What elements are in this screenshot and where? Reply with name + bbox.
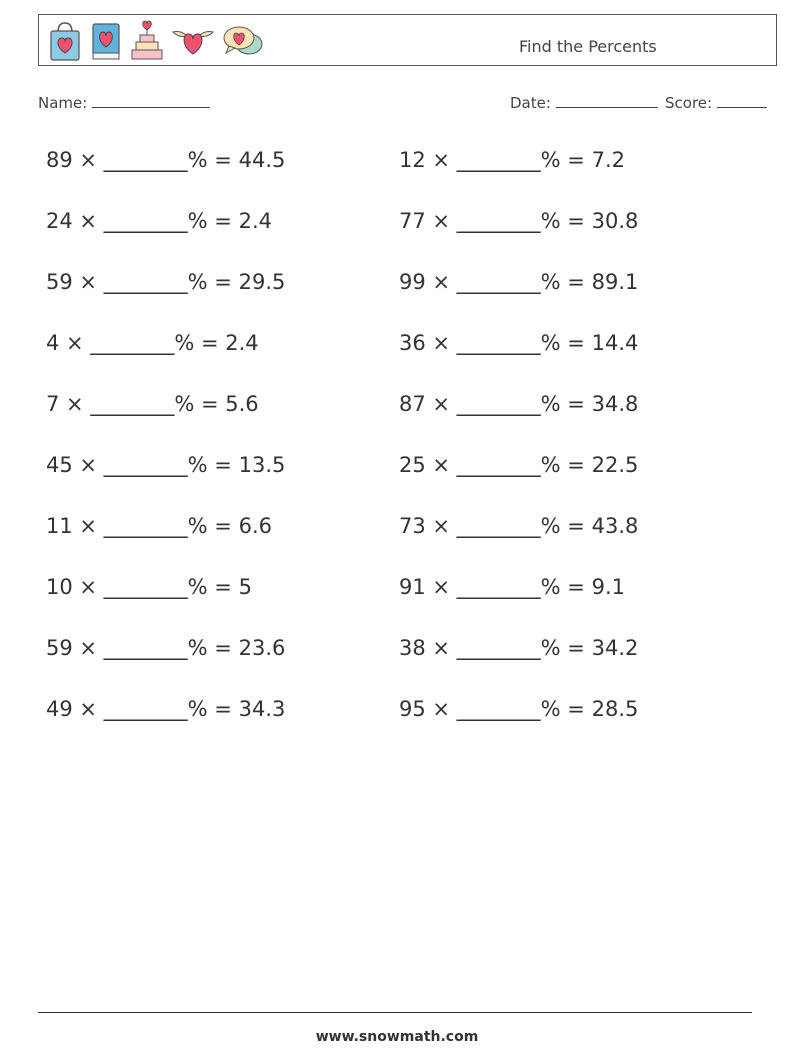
answer-blank[interactable]: × ________% = (425, 209, 592, 233)
problem-number: 49 (46, 697, 73, 721)
problem-result: 44.5 (238, 148, 286, 172)
book-heart-icon (89, 20, 123, 62)
score-blank[interactable] (717, 93, 767, 108)
problem-item (46, 453, 285, 477)
problem-number: 36 (399, 331, 426, 355)
answer-blank[interactable]: × ________% = (425, 331, 592, 355)
problem-item (46, 270, 285, 294)
problem-number: 24 (46, 209, 73, 233)
problem-item (399, 270, 638, 294)
problem-number: 87 (399, 392, 426, 416)
problem-item (399, 514, 638, 538)
problem-item (46, 148, 285, 172)
problem-number: 77 (399, 209, 426, 233)
worksheet-title: Find the Percents (519, 37, 657, 56)
answer-blank[interactable]: × ________% = (425, 697, 592, 721)
speech-bubble-heart-icon (221, 20, 265, 62)
problem-result: 23.6 (238, 636, 286, 660)
problem-number: 59 (46, 636, 73, 660)
problem-number: 4 (46, 331, 60, 355)
answer-blank[interactable]: × ________% = (72, 575, 239, 599)
problem-number: 73 (399, 514, 426, 538)
problem-number: 7 (46, 392, 60, 416)
answer-blank[interactable]: × ________% = (59, 392, 226, 416)
answer-blank[interactable]: × ________% = (425, 270, 592, 294)
name-blank[interactable] (92, 93, 210, 108)
problem-result: 13.5 (238, 453, 286, 477)
problem-result: 29.5 (238, 270, 286, 294)
cake-heart-icon (129, 20, 165, 62)
answer-blank[interactable]: × ________% = (425, 392, 592, 416)
footer-site: www.snowmath.com (315, 1029, 479, 1045)
problem-number: 25 (399, 453, 426, 477)
footer-divider (38, 1012, 752, 1013)
problem-number: 12 (399, 148, 426, 172)
problem-item (46, 514, 272, 538)
problem-number: 10 (46, 575, 73, 599)
problem-item (46, 392, 259, 416)
answer-blank[interactable]: × ________% = (59, 331, 226, 355)
answer-blank[interactable]: × ________% = (72, 209, 239, 233)
problem-item (46, 209, 272, 233)
answer-blank[interactable]: × ________% = (72, 514, 239, 538)
problem-item (399, 697, 638, 721)
answer-blank[interactable]: × ________% = (72, 270, 239, 294)
answer-blank[interactable]: × ________% = (72, 453, 239, 477)
problem-result: 34.8 (591, 392, 639, 416)
problem-number: 91 (399, 575, 426, 599)
answer-blank[interactable]: × ________% = (425, 636, 592, 660)
problem-number: 11 (46, 514, 73, 538)
problem-number: 89 (46, 148, 73, 172)
score-field (665, 93, 767, 112)
problem-result: 5.6 (225, 392, 259, 416)
problem-item (46, 697, 285, 721)
problem-result: 22.5 (591, 453, 639, 477)
problem-item (399, 392, 638, 416)
problem-result: 28.5 (591, 697, 639, 721)
date-blank[interactable] (556, 93, 658, 108)
header-icons (47, 19, 265, 63)
problem-result: 43.8 (591, 514, 639, 538)
name-label: Name: (38, 94, 88, 112)
date-label: Date: (510, 94, 551, 112)
problem-item (399, 148, 625, 172)
problem-result: 6.6 (238, 514, 272, 538)
answer-blank[interactable]: × ________% = (72, 697, 239, 721)
problem-number: 45 (46, 453, 73, 477)
problem-result: 34.2 (591, 636, 639, 660)
score-label: Score: (665, 94, 713, 112)
date-field (510, 93, 658, 112)
problem-item (399, 575, 625, 599)
problem-result: 89.1 (591, 270, 639, 294)
problem-result: 5 (238, 575, 252, 599)
problem-item (399, 209, 638, 233)
shopping-bag-heart-icon (47, 20, 83, 62)
winged-heart-icon (171, 20, 215, 62)
problem-number: 95 (399, 697, 426, 721)
problem-result: 30.8 (591, 209, 639, 233)
problem-number: 99 (399, 270, 426, 294)
problem-result: 9.1 (591, 575, 625, 599)
problem-result: 14.4 (591, 331, 639, 355)
problem-item (46, 636, 285, 660)
name-field (38, 93, 210, 112)
problem-result: 7.2 (591, 148, 625, 172)
answer-blank[interactable]: × ________% = (425, 514, 592, 538)
problem-number: 59 (46, 270, 73, 294)
answer-blank[interactable]: × ________% = (72, 148, 239, 172)
answer-blank[interactable]: × ________% = (72, 636, 239, 660)
answer-blank[interactable]: × ________% = (425, 453, 592, 477)
problem-result: 2.4 (238, 209, 272, 233)
problem-item (399, 453, 638, 477)
worksheet-header (38, 14, 777, 66)
problem-item (46, 575, 252, 599)
answer-blank[interactable]: × ________% = (425, 148, 592, 172)
problem-item (399, 331, 638, 355)
answer-blank[interactable]: × ________% = (425, 575, 592, 599)
problem-item (46, 331, 259, 355)
problem-result: 2.4 (225, 331, 259, 355)
problem-number: 38 (399, 636, 426, 660)
problem-item (399, 636, 638, 660)
problem-result: 34.3 (238, 697, 286, 721)
